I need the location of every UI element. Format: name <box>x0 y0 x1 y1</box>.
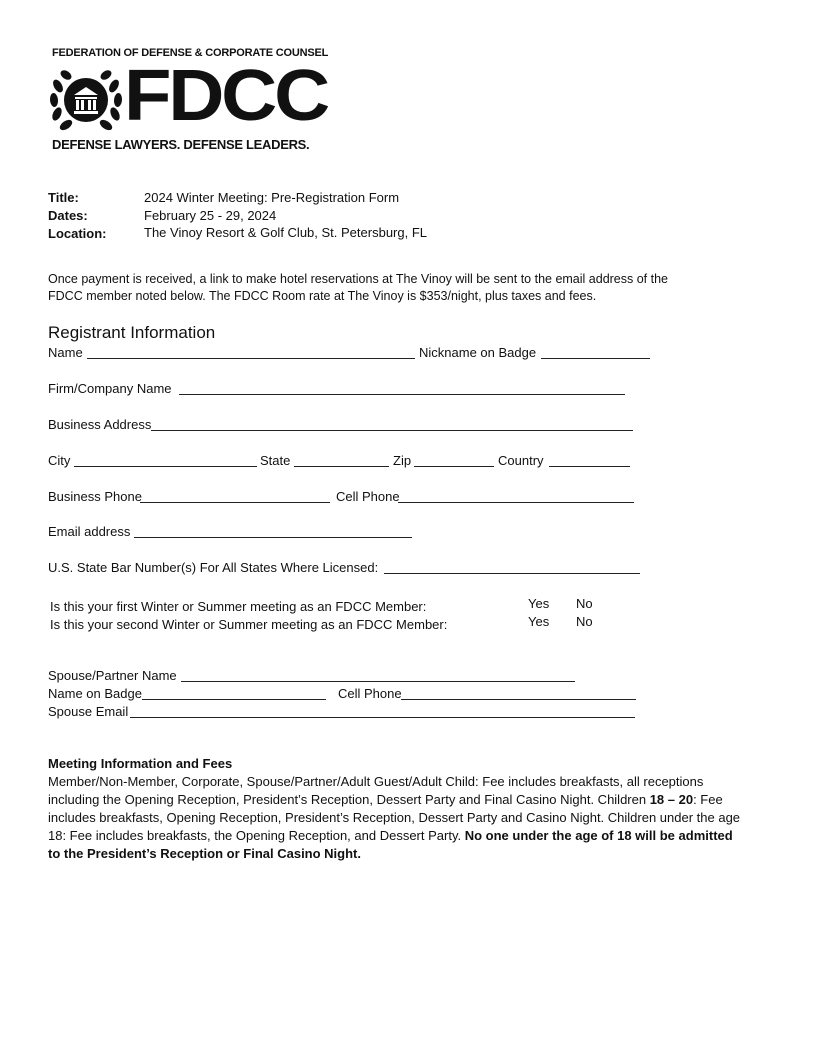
business-phone-label: Business Phone <box>48 489 142 504</box>
business-address-field[interactable] <box>151 430 633 431</box>
spouse-badge-field[interactable] <box>142 699 326 700</box>
intro-line-2: FDCC member noted below. The FDCC Room rate at The Vinoy is $353/night, plus taxes and fees. <box>48 289 597 303</box>
second-meeting-question: Is this your second Winter or Summer meeting as an FDCC Member: <box>50 617 448 632</box>
firm-label: Firm/Company Name <box>48 381 172 396</box>
title-label: Title: <box>48 190 79 205</box>
spouse-cell-field[interactable] <box>401 699 636 700</box>
cell-phone-field[interactable] <box>398 502 634 503</box>
bar-number-field[interactable] <box>384 573 640 574</box>
firm-field[interactable] <box>179 394 625 395</box>
zip-label: Zip <box>393 453 412 468</box>
registrant-heading: Registrant Information <box>48 323 216 342</box>
state-label: State <box>260 453 291 468</box>
country-field[interactable] <box>549 466 630 467</box>
name-field[interactable] <box>87 358 415 359</box>
meeting-text-2: : Fee includes breakfasts, Opening Reception, President’s Reception, Dessert Party and Casino Night. Children under the age 18: Fee includes breakfasts, the Opening Reception, and Dessert Party. <box>48 792 741 843</box>
nickname-field[interactable] <box>541 358 650 359</box>
meeting-ages: 18 – 20 <box>649 792 694 807</box>
spouse-email-label: Spouse Email <box>48 704 129 719</box>
dates-label: Dates: <box>48 208 88 223</box>
spouse-cell-label: Cell Phone <box>338 686 402 701</box>
dates-value: February 25 - 29, 2024 <box>144 208 277 223</box>
location-label: Location: <box>48 226 107 241</box>
email-label: Email address <box>48 524 131 539</box>
meeting-notice: No one under the age of 18 will be admitted to the President’s Reception or Final Casino Night. <box>48 828 733 861</box>
city-label: City <box>48 453 71 468</box>
nickname-label: Nickname on Badge <box>419 345 537 360</box>
first-meeting-yes[interactable]: Yes <box>528 596 550 611</box>
logo-fdcc: FDCC <box>124 56 328 136</box>
laurel-column-icon <box>48 62 124 136</box>
first-meeting-no[interactable]: No <box>576 596 593 611</box>
bar-number-label: U.S. State Bar Number(s) For All States Where Licensed: <box>48 560 379 575</box>
email-field[interactable] <box>134 537 412 538</box>
second-meeting-no[interactable]: No <box>576 614 593 629</box>
meeting-description <box>48 773 748 863</box>
spouse-name-field[interactable] <box>181 681 575 682</box>
state-field[interactable] <box>294 466 389 467</box>
second-meeting-yes[interactable]: Yes <box>528 614 550 629</box>
location-value: The Vinoy Resort & Golf Club, St. Petersburg, FL <box>144 225 427 240</box>
spouse-badge-label: Name on Badge <box>48 686 142 701</box>
first-meeting-question: Is this your first Winter or Summer meeting as an FDCC Member: <box>50 599 427 614</box>
intro-line-1: Once payment is received, a link to make hotel reservations at The Vinoy will be sent to the email address of the <box>48 272 669 286</box>
business-phone-field[interactable] <box>140 502 330 503</box>
logo-tagline: DEFENSE LAWYERS. DEFENSE LEADERS. <box>52 137 310 152</box>
city-field[interactable] <box>74 466 257 467</box>
meeting-heading: Meeting Information and Fees <box>48 756 233 771</box>
logo-org-name: FEDERATION OF DEFENSE & CORPORATE COUNSEL <box>52 47 329 59</box>
cell-phone-label: Cell Phone <box>336 489 400 504</box>
spouse-name-label: Spouse/Partner Name <box>48 668 177 683</box>
name-label: Name <box>48 345 83 360</box>
business-address-label: Business Address <box>48 417 152 432</box>
zip-field[interactable] <box>414 466 494 467</box>
spouse-email-field[interactable] <box>130 717 635 718</box>
meeting-text-1: Member/Non-Member, Corporate, Spouse/Partner/Adult Guest/Adult Child: Fee includes breakfasts, all receptions including the Opening Reception, President’s Reception, Dessert Party and Final Casino Night. Children <box>48 774 704 807</box>
country-label: Country <box>498 453 544 468</box>
title-value: 2024 Winter Meeting: Pre-Registration Form <box>144 190 400 205</box>
